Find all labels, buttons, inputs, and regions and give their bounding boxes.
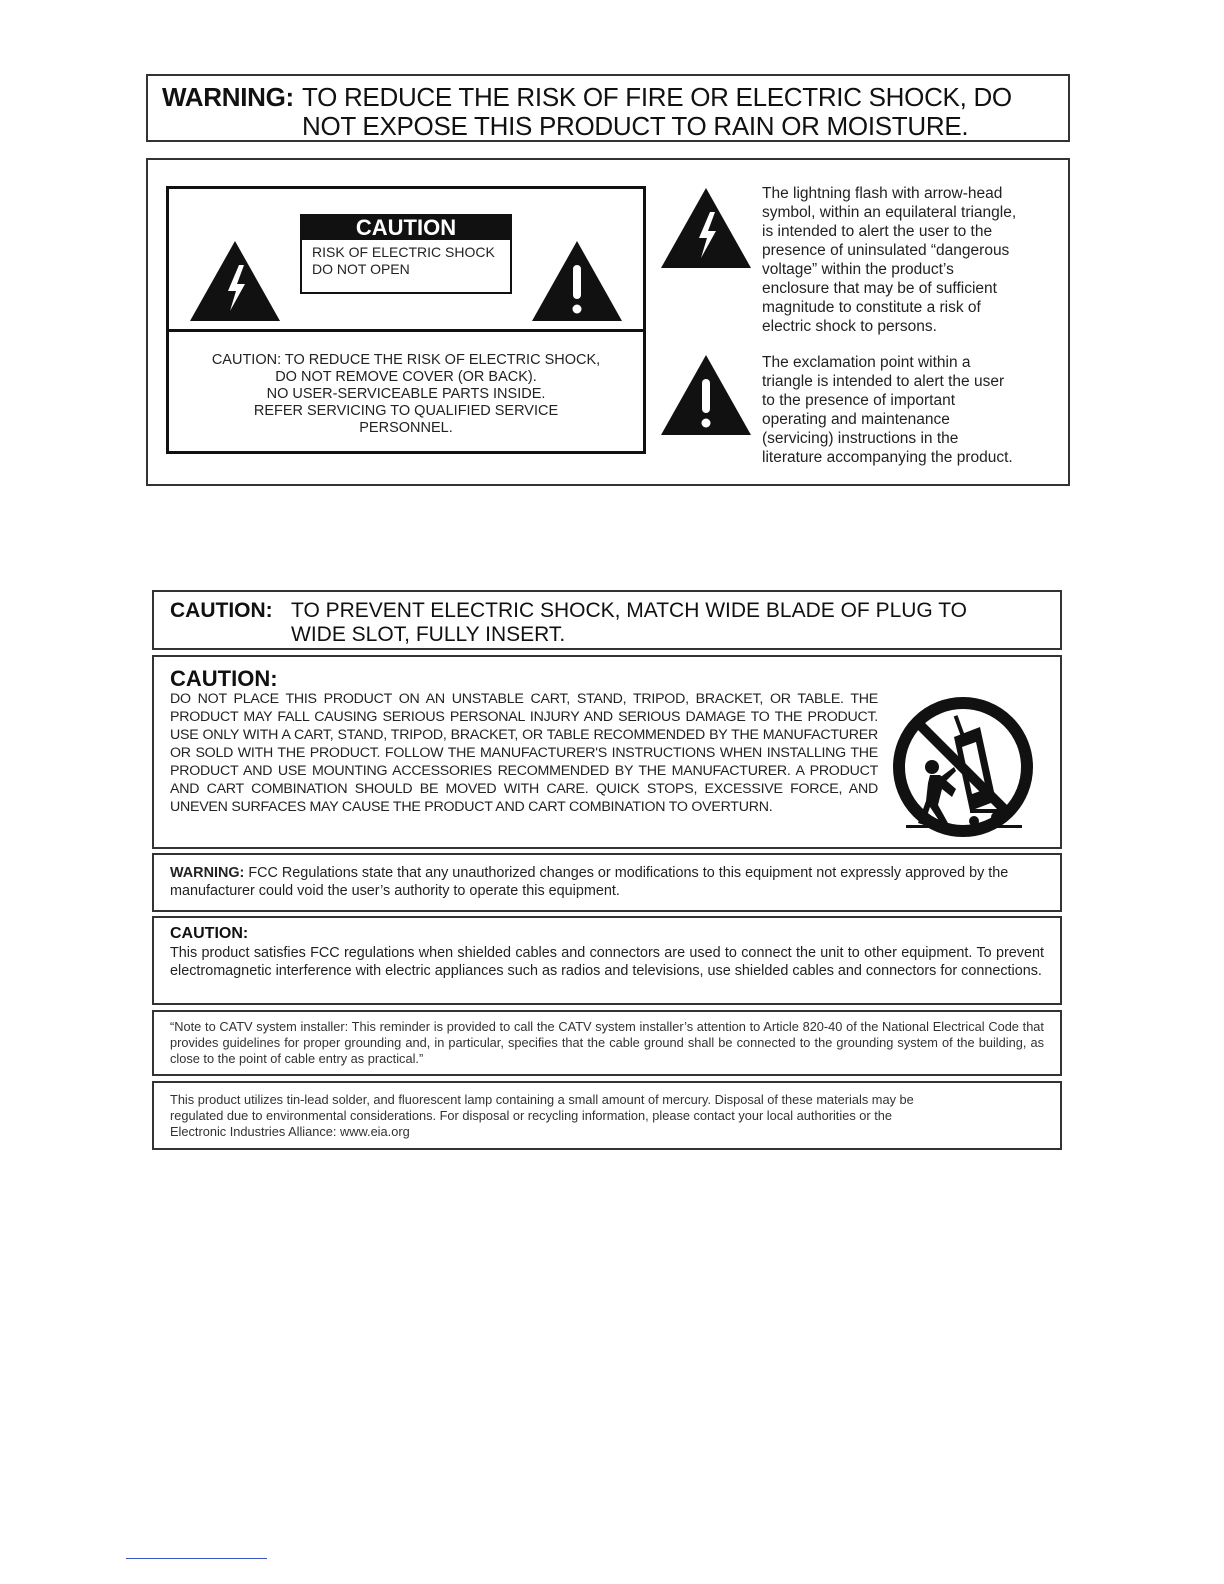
description-line: operating and maintenance [762, 411, 950, 428]
caution-title: CAUTION: [170, 666, 278, 691]
mercury-note-line-2: regulated due to environmental considerations. For disposal or recycling information, please contact your local authorities or the [170, 1108, 892, 1123]
cart-caution-body: DO NOT PLACE THIS PRODUCT ON AN UNSTABLE CART, STAND, TRIPOD, BRACKET, OR TABLE. THE PRODUCT MAY FALL CAUSING SERIOUS PERSONAL INJURY AND SERIOUS DAMAGE TO THE PRODUCT. USE ONLY WITH A CART, STAND, TRIPOD, BRACKET, OR TABLE RECOMMENDED BY THE MANUFACTURER OR SOLD WITH THE PRODUCT. FOLLOW THE MANUFACTURER'S INSTRUCTIONS WHEN INSTALLING THE PRODUCT AND USE MOUNTING ACCESSORIES RECOMMENDED BY THE MANUFACTURER. A PRODUCT AND CART COMBINATION SHOULD BE MOVED WITH CARE. QUICK STOPS, EXCESSIVE FORCE, AND UNEVEN SURFACES MAY CAUSE THE PRODUCT AND CART COMBINATION TO OVERTURN. [170, 691, 878, 815]
description-line: enclosure that may be of sufficient [762, 280, 997, 297]
caution-sticker-header: CAUTION [302, 216, 510, 240]
lightning-triangle-icon [661, 188, 751, 273]
caution-line: PERSONNEL. [359, 420, 453, 436]
description-line: is intended to alert the user to the [762, 223, 993, 240]
mercury-note-body [170, 1092, 1044, 1140]
description-line: voltage” within the product’s [762, 261, 954, 278]
plug-caution-line-1: TO PREVENT ELECTRIC SHOCK, MATCH WIDE BLADE OF PLUG TO [291, 599, 968, 622]
warning-label: WARNING: [162, 82, 294, 112]
shielded-cable-caution-body: This product satisfies FCC regulations when shielded cables and connectors are used to connect the unit to other equipment. To prevent electromagnetic interference with electric appliances such as radios and televisions, use shielded cables and connectors for connections. [170, 945, 1044, 979]
caution-sticker [300, 214, 512, 294]
description-line: magnitude to constitute a risk of [762, 299, 981, 316]
caution-label: CAUTION: [170, 599, 273, 622]
description-line: The lightning flash with arrow-head [762, 185, 1003, 202]
exclamation-triangle-icon [661, 355, 751, 440]
mercury-note-line-3: Electronic Industries Alliance: www.eia.org [170, 1124, 410, 1139]
caution-title: CAUTION: [170, 925, 249, 942]
fcc-warning-body: FCC Regulations state that any unauthorized changes or modifications to this equipment not expressly approved by the manufacturer could void the user’s authority to operate this equipment. [170, 865, 1009, 899]
fcc-warning-box [152, 853, 1062, 912]
caution-line: CAUTION: TO REDUCE THE RISK OF ELECTRIC SHOCK, [211, 352, 601, 368]
description-line: to the presence of important [762, 392, 956, 409]
description-line: The exclamation point within a [762, 354, 971, 371]
warning-label: WARNING: [170, 865, 245, 881]
risk-line-1: RISK OF ELECTRIC SHOCK [312, 244, 495, 260]
shock-symbols-box [146, 158, 1070, 486]
description-line: (servicing) instructions in the [762, 430, 959, 447]
fcc-warning-text [170, 864, 1044, 900]
warning-text-line-1: TO REDUCE THE RISK OF FIRE OR ELECTRIC SHOCK, DO [302, 82, 1012, 112]
warning-text-line-2: NOT EXPOSE THIS PRODUCT TO RAIN OR MOISTURE. [302, 111, 969, 141]
cart-tip-over-warning-icon [892, 697, 1034, 842]
caution-line: DO NOT REMOVE COVER (OR BACK). [275, 369, 537, 385]
fire-shock-warning-box [146, 74, 1070, 142]
plug-caution-box [152, 590, 1062, 650]
mercury-note-line-1: This product utilizes tin-lead solder, and fluorescent lamp containing a small amount of mercury. Disposal of these materials may be [170, 1092, 914, 1107]
shielded-cable-caution-box [152, 916, 1062, 1005]
description-line: electric shock to persons. [762, 318, 937, 335]
exclamation-symbol-description [762, 353, 1062, 467]
catv-note-body: “Note to CATV system installer: This reminder is provided to call the CATV system installer’s attention to Article 820-40 of the National Electrical Code that provides guidelines for proper grounding and, in particular, specifies that the cable ground shall be connected to the grounding system of the building, as close to the point of cable entry as practical.” [170, 1019, 1044, 1066]
lightning-triangle-icon [190, 241, 280, 326]
caution-label-panel [166, 186, 646, 454]
cart-caution-box [152, 655, 1062, 849]
plug-caution-line-2: WIDE SLOT, FULLY INSERT. [291, 623, 566, 646]
risk-line-2: DO NOT OPEN [312, 261, 410, 277]
mercury-disposal-note-box [152, 1081, 1062, 1150]
panel-divider [169, 329, 643, 332]
footer-rule [126, 1558, 267, 1559]
caution-line: NO USER-SERVICEABLE PARTS INSIDE. [266, 386, 546, 402]
description-line: literature accompanying the product. [762, 449, 1013, 466]
catv-installer-note-box [152, 1010, 1062, 1076]
caution-line: REFER SERVICING TO QUALIFIED SERVICE [253, 403, 559, 419]
exclamation-triangle-icon [532, 241, 622, 326]
caution-lower-text [169, 352, 643, 437]
description-line: presence of uninsulated “dangerous [762, 242, 1010, 259]
description-line: triangle is intended to alert the user [762, 373, 1005, 390]
description-line: symbol, within an equilateral triangle, [762, 204, 1017, 221]
lightning-symbol-description [762, 184, 1062, 336]
